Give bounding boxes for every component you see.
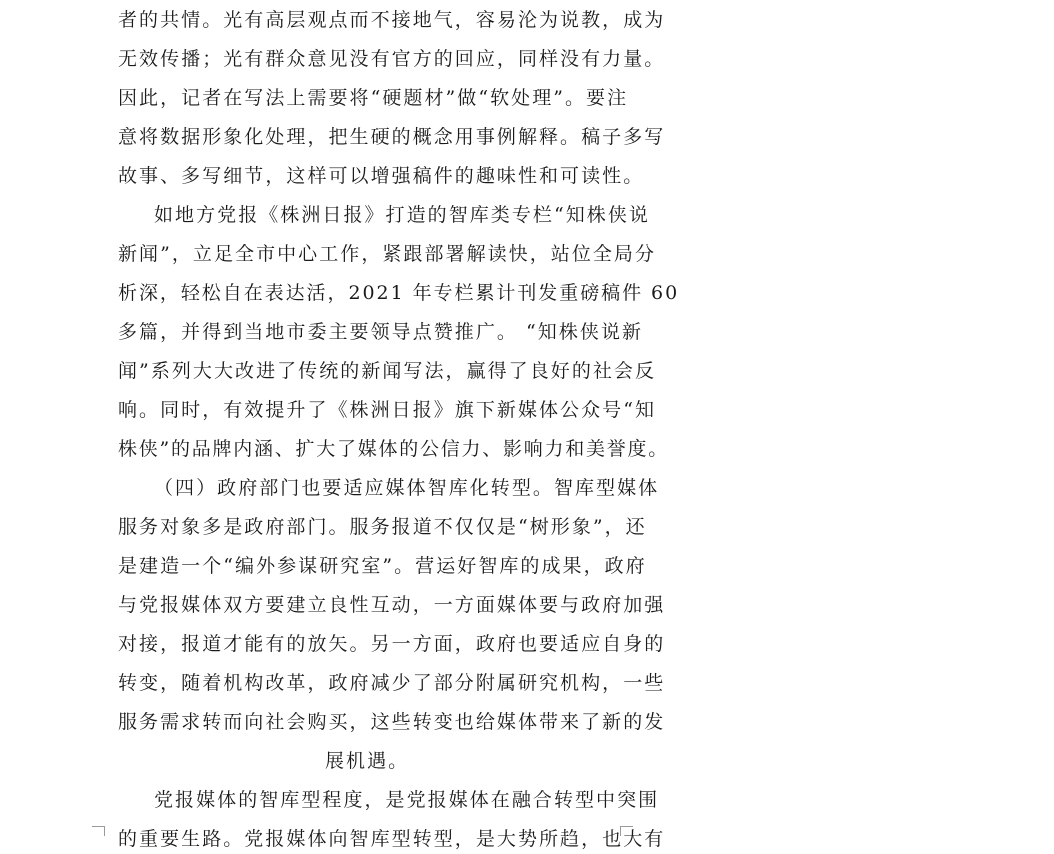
- text-line: 与党报媒体双方要建立良性互动，一方面媒体要与政府加强: [118, 594, 666, 616]
- text-line: 株侠”的品牌内涵、扩大了媒体的公信力、影响力和美誉度。: [118, 438, 669, 460]
- text-line: 故事、多写细节，这样可以增强稿件的趣味性和可读性。: [118, 165, 645, 187]
- text-line: 因此，记者在写法上需要将“硬题材”做“软处理”。要注: [118, 87, 629, 109]
- text-line: 是建造一个“编外参谋研究室”。营运好智库的成果，政府: [118, 555, 647, 577]
- text-line: 的重要生路。党报媒体向智库型转型，是大势所趋，也大有: [118, 828, 666, 850]
- page-margin-corner-mark: [620, 826, 631, 836]
- text-line: 闻”系列大大改进了传统的新闻写法，赢得了良好的社会反: [118, 360, 657, 382]
- text-line: 转变，随着机构改革，政府减少了部分附属研究机构，一些: [118, 672, 666, 694]
- text-line: 如地方党报《株洲日报》打造的智库类专栏“知株侠说: [154, 204, 650, 226]
- text-line: 多篇，并得到当地市委主要领导点赞推广。 “知株侠说新: [118, 321, 644, 343]
- section-heading: （四）政府部门也要适应媒体智库化转型。智库型媒体: [154, 477, 660, 499]
- text-line: 响。同时，有效提升了《株洲日报》旗下新媒体公众号“知: [118, 399, 657, 421]
- page-margin-corner-mark: [94, 826, 105, 836]
- text-line: 党报媒体的智库型程度，是党报媒体在融合转型中突围: [154, 789, 660, 811]
- text-line: 者的共情。光有高层观点而不接地气，容易沦为说教，成为: [118, 9, 666, 31]
- text-line: 展机遇。: [325, 750, 410, 772]
- text-line: 服务需求转而向社会购买，这些转变也给媒体带来了新的发: [118, 711, 666, 733]
- text-line: 析深，轻松自在表达活，2021 年专栏累计刊发重磅稿件 60: [118, 282, 680, 304]
- text-line: 无效传播；光有群众意见没有官方的回应，同样没有力量。: [118, 48, 666, 70]
- text-line: 意将数据形象化处理，把生硬的概念用事例解释。稿子多写: [118, 126, 666, 148]
- text-line: 服务对象多是政府部门。服务报道不仅仅是“树形象”，还: [118, 516, 647, 538]
- text-line: 新闻”，立足全市中心工作，紧跟部署解读快，站位全局分: [118, 243, 657, 265]
- text-line: 对接，报道才能有的放矢。另一方面，政府也要适应自身的: [118, 633, 666, 655]
